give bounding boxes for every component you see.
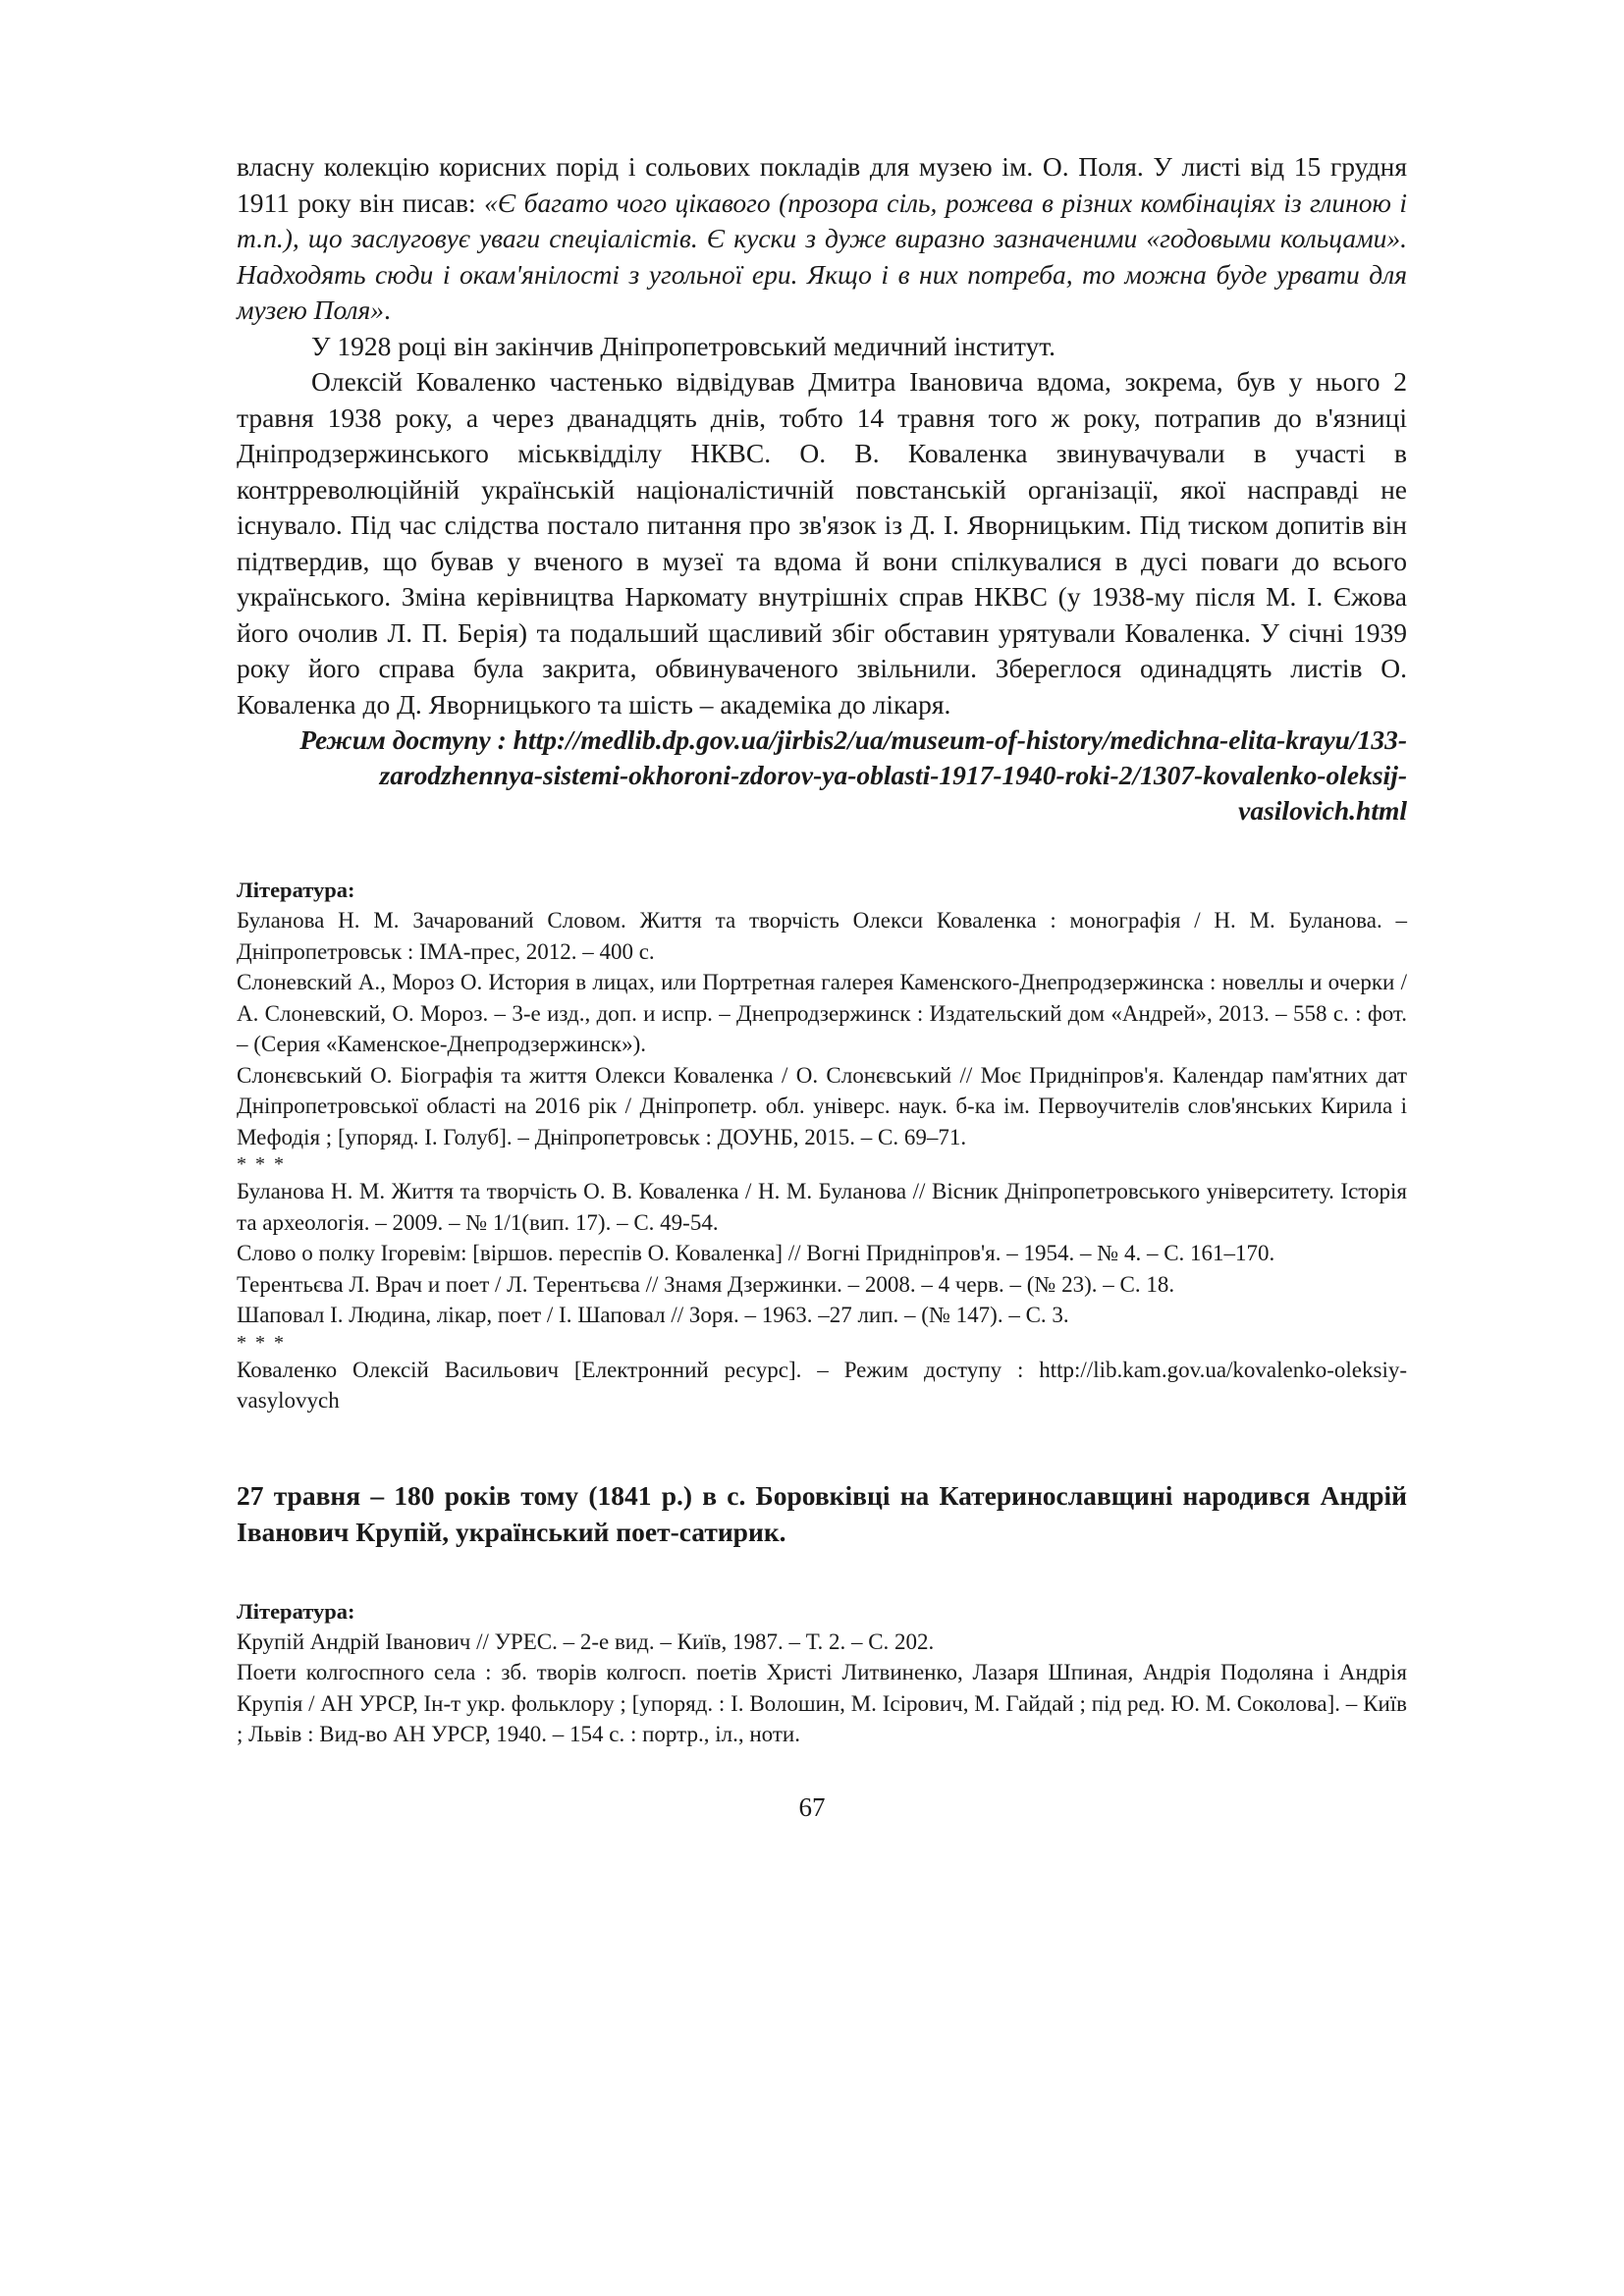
letter-quote: «Є багато чого цікавого (прозора сіль, рожева в різних комбінаціях із глиною і т.п.), що заслуговує уваги спеціалістів. Є куски з дуже виразно зазначеними «годовыми кольцами». Надходять сюди і окам'янілості з угольної ери. Якщо і в них потреба, то можна буде урвати для музею Поля» <box>237 187 1407 325</box>
literature-title: Література: <box>237 878 355 902</box>
reference-item: Поети колгоспного села : зб. творів колгосп. поетів Христі Литвиненко, Лазаря Шпиная, Андрія Подоляна і Андрія Крупія / АН УРСР, Ін-т укр. фольклору ; [упоряд. : І. Волошин, М. Ісірович, М. Гайдай ; під ред. Ю. М. Соколова]. – Київ ; Львів : Вид-во АН УРСР, 1940. – 154 с. : портр., іл., ноти. <box>237 1660 1407 1746</box>
reference-list <box>237 905 1407 1416</box>
paragraph-1-end: . <box>384 294 391 325</box>
section-separator: * * * <box>237 1153 286 1175</box>
reference-item: Крупій Андрій Іванович // УРЕС. – 2-е вид. – Київ, 1987. – Т. 2. – С. 202. <box>237 1629 935 1654</box>
reference-item-link[interactable]: Коваленко Олексій Васильович [Електронний ресурс]. – Режим доступу : http://lib.kam.gov.ua/kovalenko-oleksiy-vasylovych <box>237 1357 1407 1413</box>
reference-item: Буланова Н. М. Життя та творчість О. В. Коваленка / Н. М. Буланова // Вісник Дніпропетровського університету. Історія та археологія. – 2009. – № 1/1(вип. 17). – С. 49-54. <box>237 1179 1407 1235</box>
reference-item: Слоневский А., Мороз О. История в лицах, или Портретная галерея Каменского-Днепродзержинска : новеллы и очерки / А. Слоневский, О. Мороз. – 3-е изд., доп. и испр. – Днепродзержинск : Издательский дом «Андрей», 2013. – 558 с. : фот. – (Серия «Каменское-Днепродзержинск»). <box>237 970 1407 1056</box>
body-text <box>237 149 1407 828</box>
event-heading: 27 травня – 180 років тому (1841 р.) в с. Боровківці на Катеринославщині народився Андрій Іванович Крупій, український поет-сатирик. <box>237 1479 1407 1547</box>
paragraph-3: Олексій Коваленко частенько відвідував Дмитра Івановича вдома, зокрема, був у нього 2 травня 1938 року, а через дванадцять днів, тобто 14 травня того ж року, потрапив до в'язниці Дніпродзержинського міськвідділу НКВС. О. В. Коваленка звинувачували в участі в контрреволюційній українській націоналістичній повстанській організації, якої насправді не існувало. Під час слідства постало питання про зв'язок із Д. І. Яворницьким. Під тиском допитів він підтвердив, що бував у вченого в музеї та вдома й вони спілкувалися в дусі поваги до всього українського. Зміна керівництва Наркомату внутрішніх справ НКВС (у 1938-му після М. І. Єжова його очолив Л. П. Берія) та подальший щасливий збіг обставин урятували Коваленка. У січні 1939 року його справа була закрита, обвинуваченого звільнили. Збереглося одинадцять листів О. Коваленка до Д. Яворницького та шість – академіка до лікаря. <box>237 366 1407 720</box>
reference-item: Слово о полку Ігоревім: [віршов. переспів О. Коваленка] // Вогні Придніпров'я. – 1954. – № 4. – С. 161–170. <box>237 1241 1275 1265</box>
access-mode-link[interactable]: Режим доступу : http://medlib.dp.gov.ua/jirbis2/ua/museum-of-history/medichna-elita-krayu/133-zarodzhennya-sistemi-okhoroni-zdorov-ya-oblasti-1917-1940-roki-2/1307-kovalenko-oleksij-vasilovich.html <box>299 724 1407 826</box>
literature-title: Література: <box>237 1598 355 1624</box>
paragraph-2: У 1928 році він закінчив Дніпропетровський медичний інститут. <box>311 330 1056 361</box>
reference-item: Буланова Н. М. Зачарований Словом. Життя та творчість Олекси Коваленка : монографія / Н. М. Буланова. – Дніпропетровськ : ІМА-прес, 2012. – 400 с. <box>237 908 1407 964</box>
page-content <box>237 149 1407 1750</box>
literature-section-1 <box>237 876 1407 1416</box>
reference-item: Слонєвський О. Біографія та життя Олекси Коваленка / О. Слонєвський // Моє Придніпров'я. Календар пам'ятних дат Дніпропетровської області на 2016 рік / Дніпропетр. обл. універс. наук. б-ка ім. Первоучителів слов'янських Кирила і Мефодія ; [упоряд. І. Голуб]. – Дніпропетровськ : ДОУНБ, 2015. – С. 69–71. <box>237 1062 1407 1149</box>
paragraph-1 <box>237 149 1407 329</box>
section-separator: * * * <box>237 1331 286 1354</box>
reference-item: Терентьєва Л. Врач и поет / Л. Терентьєва // Знамя Дзержинки. – 2008. – 4 черв. – (№ 23). – С. 18. <box>237 1271 1175 1297</box>
page-number: 67 <box>798 1792 826 1822</box>
paragraph-1-lead: власну колекцію корисних порід і сольових покладів для музею ім. О. Поля. У листі від 15 грудня 1911 року він писав: <box>237 151 1407 218</box>
reference-list <box>237 1627 1407 1750</box>
reference-item: Шаповал І. Людина, лікар, поет / І. Шаповал // Зоря. – 1963. –27 лип. – (№ 147). – С. 3. <box>237 1303 1069 1327</box>
literature-section-2 <box>237 1597 1407 1750</box>
